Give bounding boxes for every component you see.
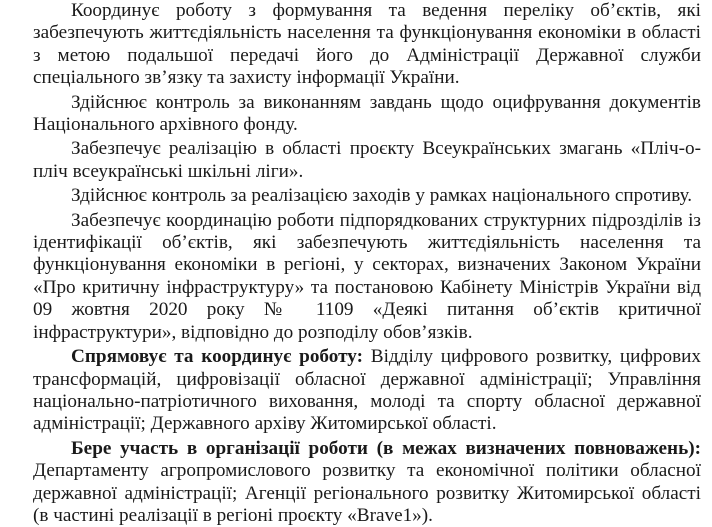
paragraph-lead-heading: Бере участь в організації роботи (в межах визначених повноважень):: [71, 437, 701, 459]
paragraph-national-resistance: [33, 185, 701, 207]
paragraph-critical-infrastructure: [33, 210, 701, 344]
paragraph-text: Здійснює контроль за реалізацією заходів у рамках національного спротиву.: [71, 185, 693, 207]
paragraph-lead-heading: Спрямовує та координує роботу:: [71, 346, 364, 368]
paragraph-archive-digitization: [33, 92, 701, 137]
paragraph-critical-objects-list: [33, 0, 701, 90]
paragraph-text: Департаменту агропромислового розвитку та економічної політики обласної державної адміністрації; Агенції регіонального розвитку Житомирської області (в частині реалізації в регіоні проєкту «Brave1»).: [33, 460, 701, 526]
paragraph-school-leagues: [33, 138, 701, 183]
paragraph-text: Координує роботу з формування та ведення переліку об’єктів, які забезпечують життєдіяльність населення та функціонування економіки в області з метою подальшої передачі його до Адміністрації Державної служби спеціального зв’язку та захисту інформації України.: [33, 0, 701, 89]
paragraph-text: Здійснює контроль за виконанням завдань щодо оцифрування документів Національного архівного фонду.: [33, 91, 701, 136]
paragraph-text: Забезпечує координацію роботи підпорядкованих структурних підрозділів із ідентифікації об’єктів, які забезпечують життєдіяльність населення та функціонування економіки в регіоні, у секторах, визначених Законом України «Про критичну інфраструктуру» та постановою Кабінету Міністрів України від 09 жовтня 2020 року № 1109 «Деякі питання об’єктів критичної інфраструктури», відповідно до розподілу обов’язків.: [33, 209, 701, 343]
paragraph-text: Забезпечує реалізацію в області проєкту Всеукраїнських змагань «Пліч-о-пліч всеукраїнські шкільні ліги».: [33, 138, 701, 182]
paragraph-text: Відділу цифрового розвитку, цифрових трансформацій, цифровізації обласної державної адміністрації; Управління національно-патріотичного виховання, молоді та спорту обласної державної адміністрації; Державного архіву Житомирської області.: [33, 346, 701, 435]
document-page: [33, 0, 701, 527]
paragraph-participates: [33, 438, 701, 527]
paragraph-directs-coordinates: [33, 346, 701, 436]
